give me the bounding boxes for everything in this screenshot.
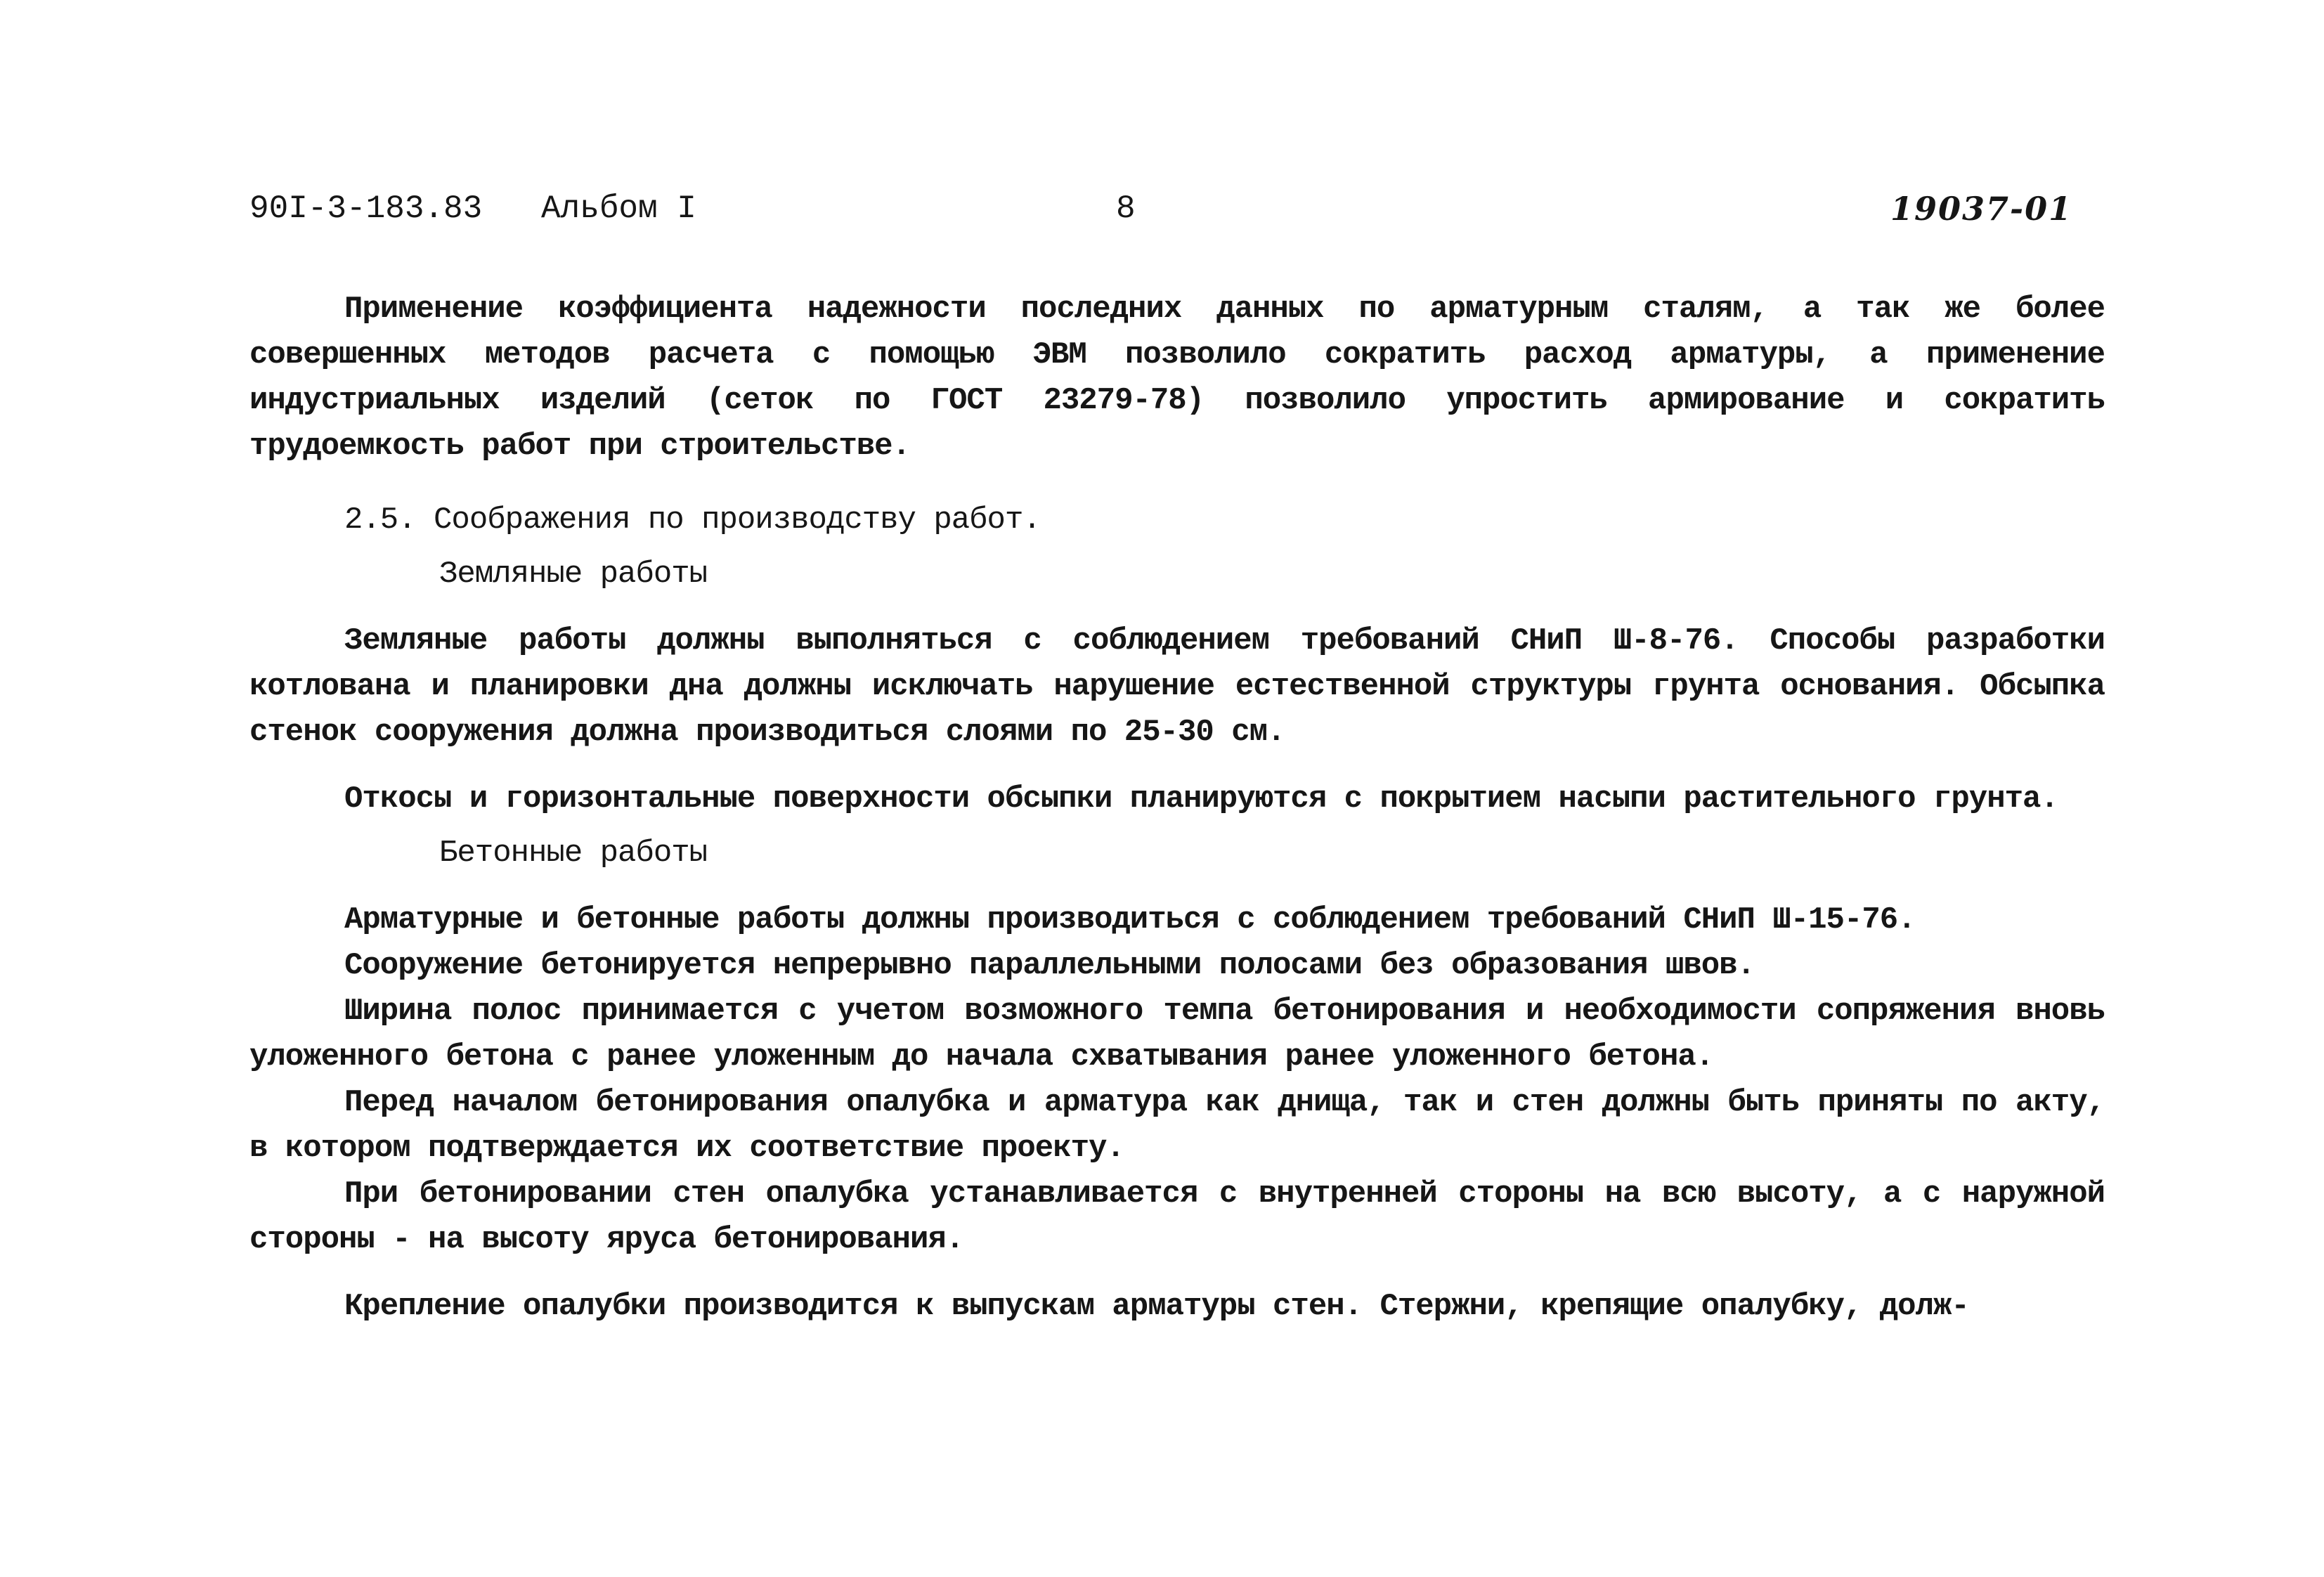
page-number: 8 (1116, 190, 1136, 227)
document-code: 90I-3-183.83 (249, 190, 483, 227)
paragraph-continuous-concreting: Сооружение бетонируется непрерывно параллельными полосами без образования швов. (344, 948, 1755, 983)
paragraph-wall-formwork: При бетонировании стен опалубка устанавливается с внутренней стороны на всю высоту, а с наружной стороны - на высоту яруса бетонирования. (249, 1176, 2105, 1257)
section-heading: 2.5. Соображения по производству работ. (344, 502, 1041, 538)
paragraph-concrete-requirements: Арматурные и бетонные работы должны производиться с соблюдением требований СНиП Ш-15-76. (344, 902, 1916, 937)
page-header (0, 184, 2324, 233)
paragraph-reinforcement-savings: Применение коэффициента надежности последних данных по арматурным сталям, а так же более совершенных методов расчета с помощью ЭВМ позволило сократить расход арматуры, а применение индустриальных изделий (сеток по ГОСТ 23279-78) позволило упростить армирование и сократить трудоемкость работ при строительстве. (249, 292, 2105, 464)
subheading-earthworks: Земляные работы (439, 557, 708, 592)
paragraph-strip-width: Ширина полос принимается с учетом возможного темпа бетонирования и необходимости сопряжения вновь уложенного бетона с ранее уложенным до начала схватывания ранее уложенного бетона. (249, 994, 2105, 1075)
album-label: Альбом I (541, 190, 696, 227)
paragraph-formwork-acceptance: Перед началом бетонирования опалубка и арматура как днища, так и стен должны быть приняты по акту, в котором подтверждается их соответствие проекту. (249, 1085, 2105, 1166)
paragraph-earthworks: Земляные работы должны выполняться с соблюдением требований СНиП Ш-8-76. Способы разработки котлована и планировки дна должны исключать нарушение естественной структуры грунта основания. Обсыпка стенок сооружения должна производиться слоями по 25-30 см. (249, 623, 2105, 750)
paragraph-slopes: Откосы и горизонтальные поверхности обсыпки планируются с покрытием насыпи растительного грунта. (344, 781, 2058, 817)
inventory-number-stamp: 19037-01 (1890, 190, 2073, 228)
document-body (249, 287, 2105, 1330)
subheading-concrete-works: Бетонные работы (439, 836, 708, 871)
paragraph-formwork-fastening: Крепление опалубки производится к выпускам арматуры стен. Стержни, крепящие опалубку, долж- (344, 1289, 1969, 1324)
